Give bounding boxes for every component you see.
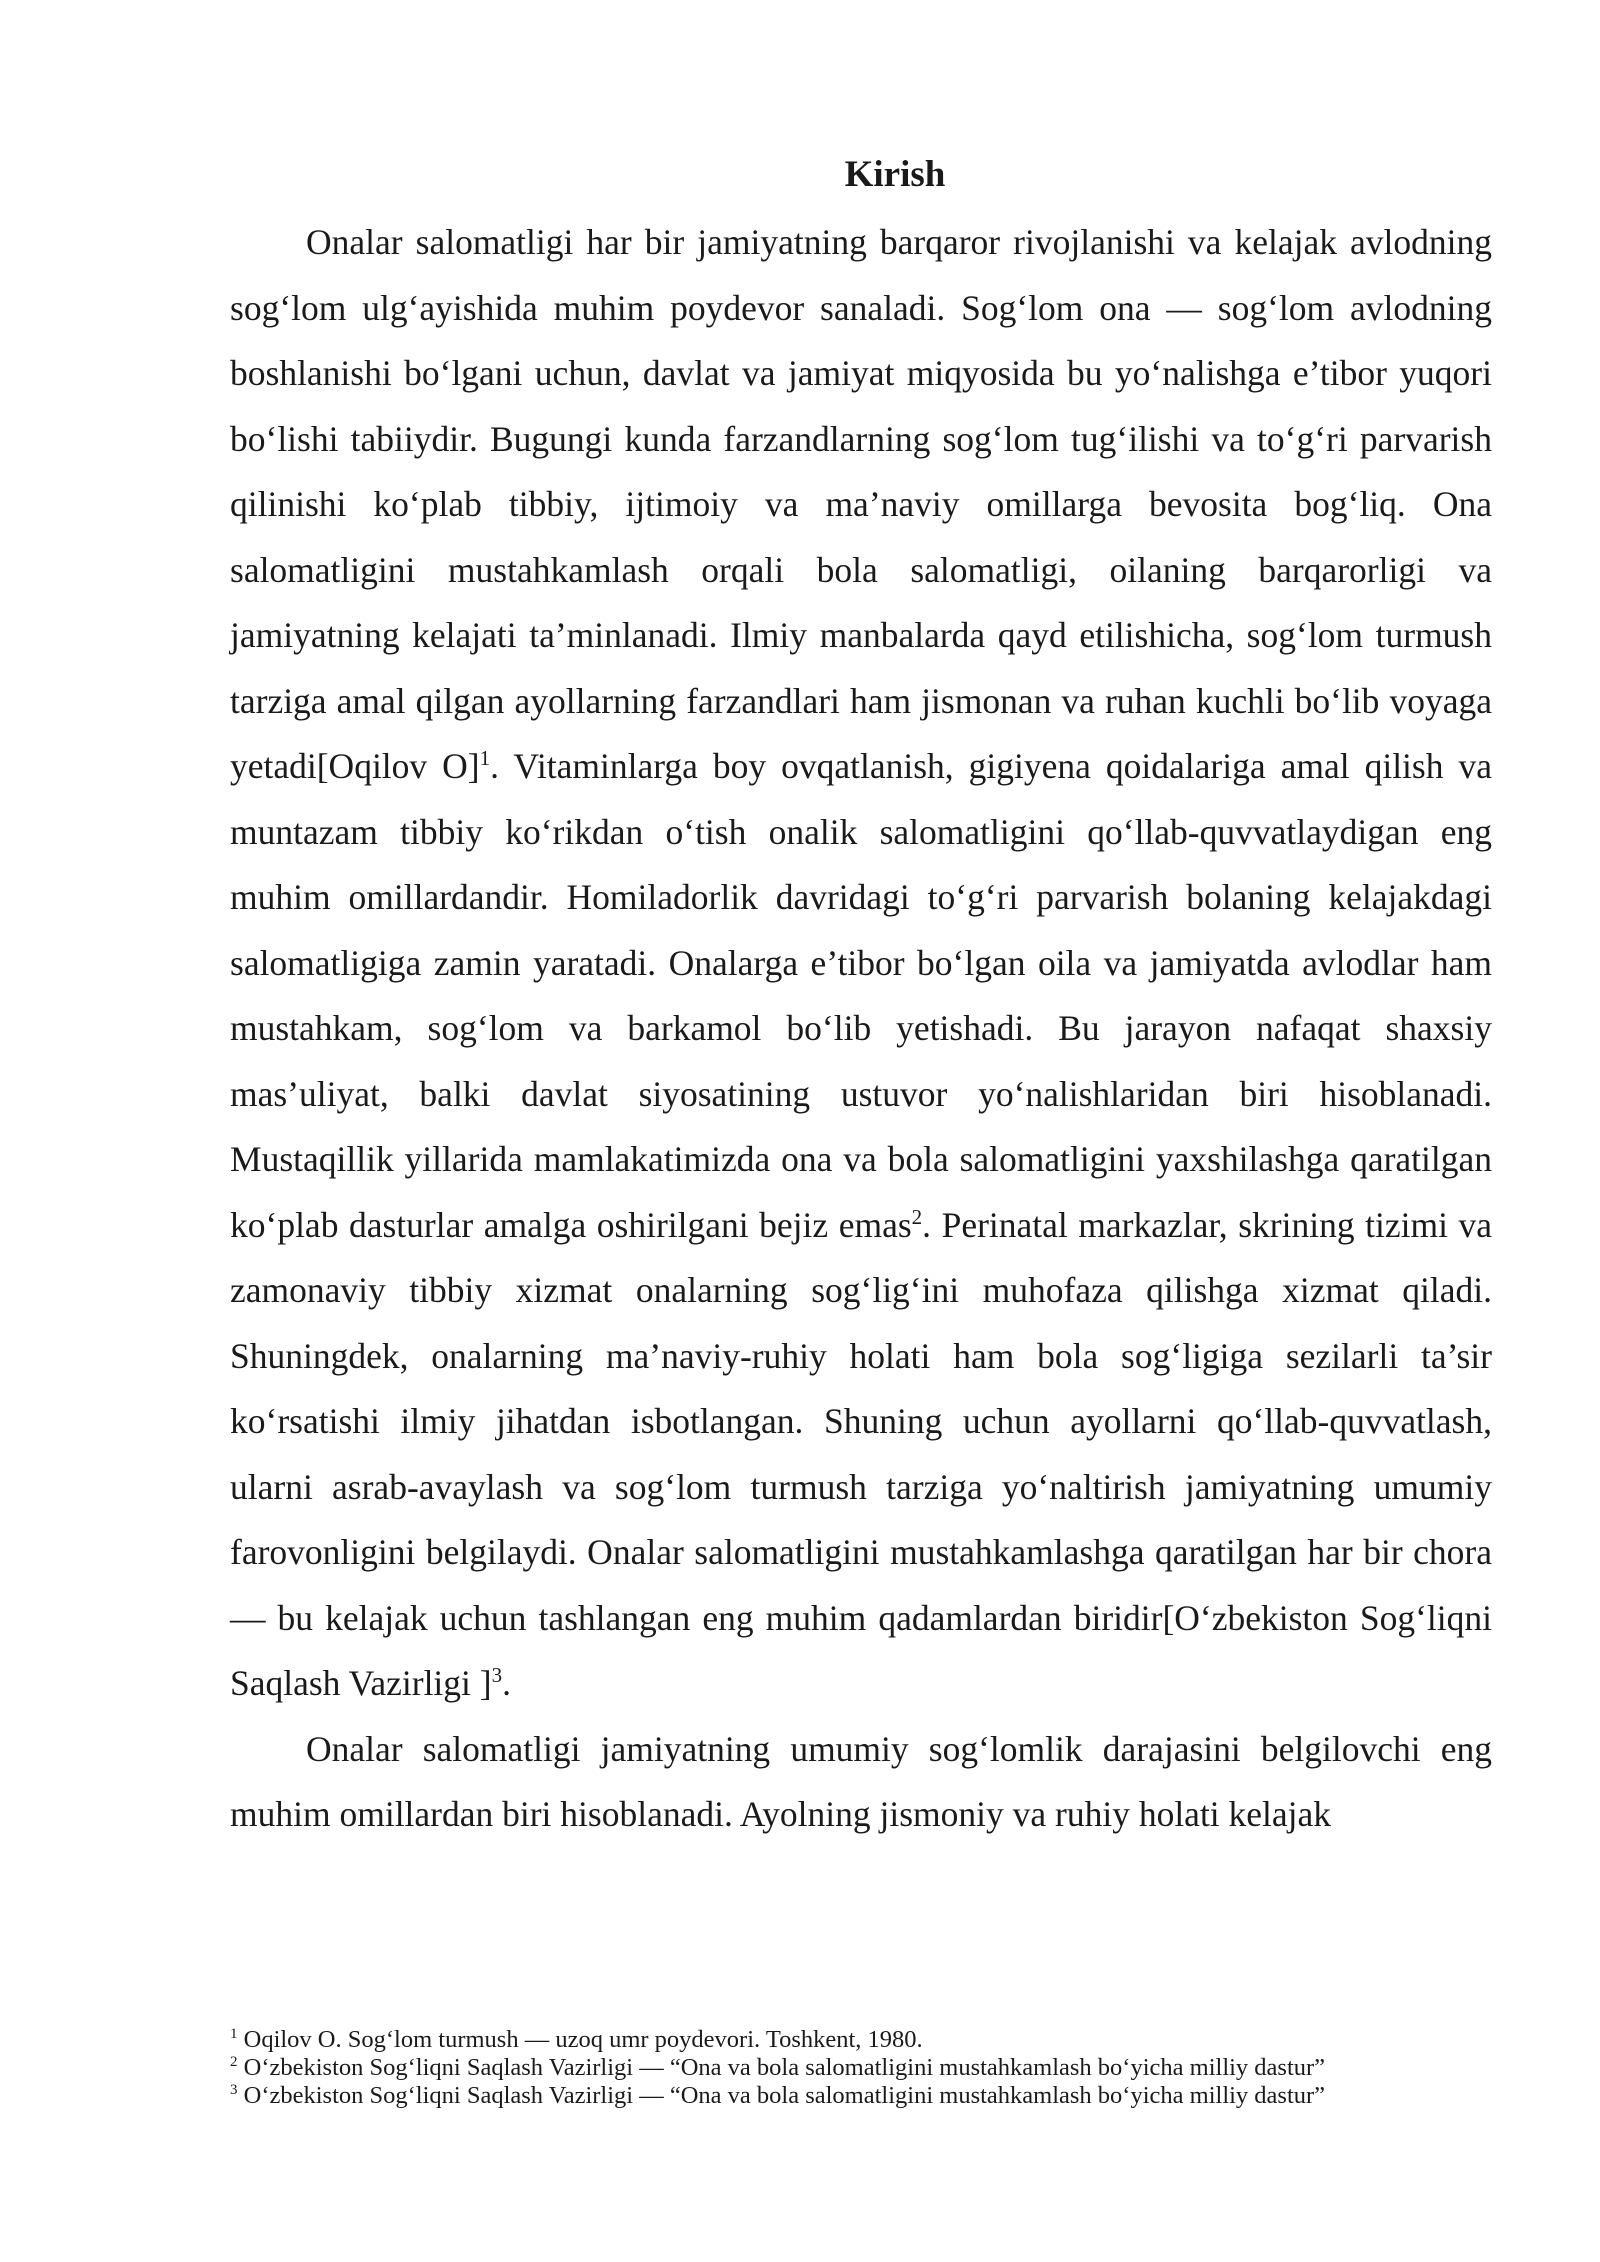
- footnote-number: 1: [230, 2025, 238, 2042]
- footnote-1: [230, 2026, 1492, 2054]
- footnote-number: 3: [230, 2081, 238, 2098]
- footnote-text: Oqilov O. Sog‘lom turmush — uzoq umr poydevori. Toshkent, 1980.: [243, 2026, 923, 2053]
- paragraph-2: Onalar salomatligi jamiyatning umumiy sog‘lomlik darajasini belgilovchi eng muhim omillardan biri hisoblanadi. Ayolning jismoniy va ruhiy holati kelajak: [230, 1728, 1492, 1834]
- paragraph-1-segment-4: .: [502, 1663, 511, 1703]
- footnote-ref-3[interactable]: 3: [491, 1663, 503, 1688]
- footnote-ref-2[interactable]: 2: [911, 1204, 923, 1229]
- paragraph-1-segment-2: . Vitaminlarga boy ovqatlanish, gigiyena qoidalariga amal qilish va muntazam tibbiy ko‘rikdan o‘tish onalik salomatligini qo‘llab-quvvatlaydigan eng muhim omillardandir. Homiladorlik davridagi to‘g‘ri parvarish bolaning kelajakdagi salomatligiga zamin yaratadi. Onalarga e’tibor bo‘lgan oila va jamiyatda avlodlar ham mustahkam, sog‘lom va barkamol bo‘lib yetishadi. Bu jarayon nafaqat shaxsiy mas’uliyat, balki davlat siyosatining ustuvor yo‘nalishlaridan biri hisoblanadi. Mustaqillik yillarida mamlakatimizda ona va bola salomatligini yaxshilashga qaratilgan ko‘plab dasturlar amalga oshirilgani bejiz emas: [230, 746, 1492, 1245]
- page-title: Kirish: [844, 154, 946, 195]
- paragraph-1-segment-3: . Perinatal markazlar, skrining tizimi va zamonaviy tibbiy xizmat onalarning sog‘lig‘ini muhofaza qilishga xizmat qiladi. Shuningdek, onalarning ma’naviy-ruhiy holati ham bola sog‘ligiga sezilarli ta’sir ko‘rsatishi ilmiy jihatdan isbotlangan. Shuning uchun ayollarni qo‘llab-quvvatlash, ularni asrab-avaylash va sog‘lom turmush tarziga yo‘naltirish jamiyatning umumiy farovonligini belgilaydi. Onalar salomatligini mustahkamlashga qaratilgan har bir chora — bu kelajak uchun tashlangan eng muhim qadamlardan biridir[O‘zbekiston Sog‘liqni Saqlash Vazirligi ]: [230, 1204, 1492, 1703]
- footnote-3: [230, 2082, 1492, 2110]
- footnote-2: [230, 2054, 1492, 2082]
- paragraph-1: [230, 210, 1492, 1717]
- footnotes: [230, 2026, 1492, 2110]
- footnote-ref-1[interactable]: 1: [479, 746, 491, 771]
- body-text: [230, 210, 1492, 1848]
- paragraph-1-segment-1: Onalar salomatligi har bir jamiyatning barqaror rivojlanishi va kelajak avlodning sog‘lom ulg‘ayishida muhim poydevor sanaladi. Sog‘lom ona — sog‘lom avlodning boshlanishi bo‘lgani uchun, davlat va jamiyat miqyosida bu yo‘nalishga e’tibor yuqori bo‘lishi tabiiydir. Bugungi kunda farzandlarning sog‘lom tug‘ilishi va to‘g‘ri parvarish qilinishi ko‘plab tibbiy, ijtimoiy va ma’naviy omillarga bevosita bog‘liq. Ona salomatligini mustahkamlash orqali bola salomatligi, oilaning barqarorligi va jamiyatning kelajati ta’minlanadi. Ilmiy manbalarda qayd etilishicha, sog‘lom turmush tarziga amal qilgan ayollarning farzandlari ham jismonan va ruhan kuchli bo‘lib voyaga yetadi[Oqilov O]: [230, 222, 1492, 786]
- footnote-number: 2: [230, 2053, 238, 2070]
- footnote-text: O‘zbekiston Sog‘liqni Saqlash Vazirligi — “Ona va bola salomatligini mustahkamlash bo‘yicha milliy dastur”: [243, 2082, 1326, 2109]
- footnote-text: O‘zbekiston Sog‘liqni Saqlash Vazirligi — “Ona va bola salomatligini mustahkamlash bo‘yicha milliy dastur”: [243, 2054, 1326, 2081]
